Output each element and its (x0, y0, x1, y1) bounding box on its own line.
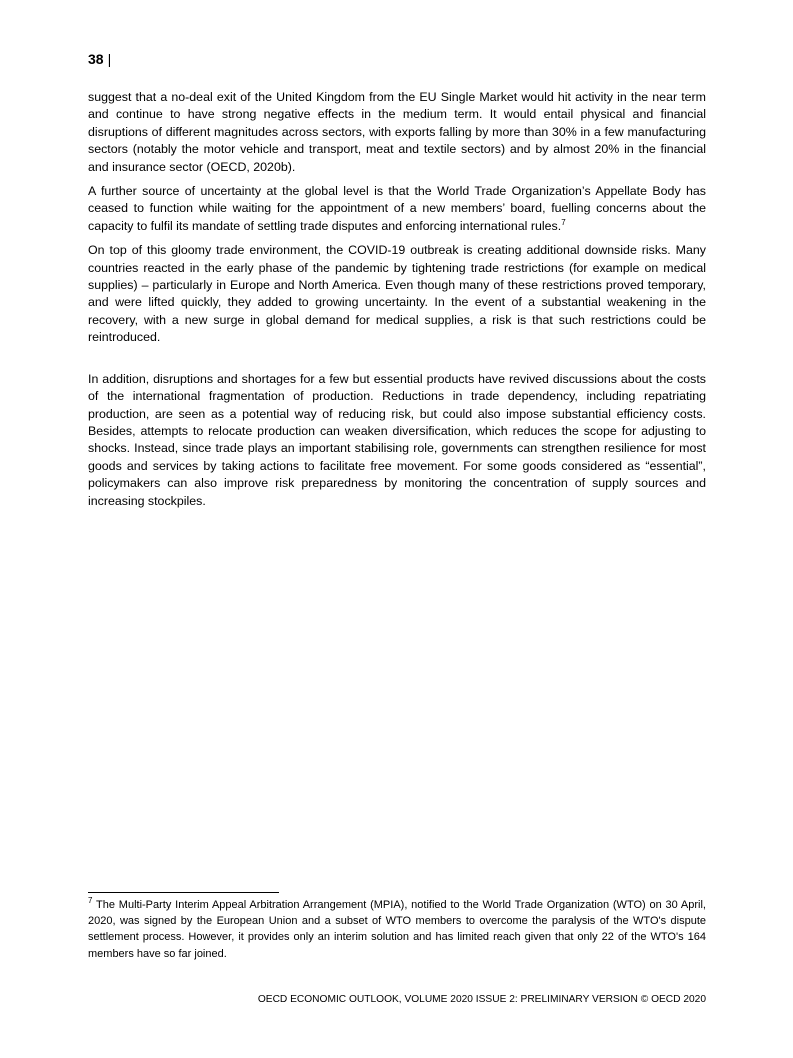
paragraph-brexit: suggest that a no-deal exit of the United Kingdom from the EU Single Market would hit activity in the near term and continue to have strong negative effects in the medium term. It would entail physical and financial disruptions of different magnitudes across sectors, with exports falling by more than 30% in a few manufacturing sectors (notably the motor vehicle and transport, meat and textile sectors) and by almost 20% in the financial and insurance sector (OECD, 2020b). (88, 90, 706, 174)
page-number-value: 38 (88, 51, 104, 67)
footnote-text: The Multi-Party Interim Appeal Arbitration Arrangement (MPIA), notified to the World Trade Organization (WTO) on 30 April, 2020, was signed by the European Union and a subset of WTO members to overcome the paralysis of the WTO's dispute settlement process. However, it provides only an interim solution and has limited reach given that only 22 of the WTO's 164 members have so far joined. (88, 899, 706, 960)
page-number (88, 51, 111, 67)
page-footer: OECD ECONOMIC OUTLOOK, VOLUME 2020 ISSUE 2: PRELIMINARY VERSION © OECD 2020 (257, 994, 706, 1005)
paragraph-supply-resilience: In addition, disruptions and shortages for a few but essential products have revived discussions about the costs of the international fragmentation of production. Reductions in trade dependency, including repatriating production, are seen as a potential way of reducing risk, but could also impose substantial efficiency costs. Besides, attempts to relocate production can weaken diversification, which reduces the scope for adjusting to shocks. Instead, since trade plays an important stabilising role, governments can strengthen resilience for most goods and services by taking actions to facilitate free movement. For some goods considered as “essential”, policymakers can also improve risk preparedness by monitoring the concentration of supply sources and increasing stockpiles. (88, 371, 706, 508)
page-number-separator: | (107, 51, 112, 67)
footnote-marker: 7 (88, 896, 93, 905)
body-text (88, 89, 706, 517)
paragraph-wto-appellate-body: A further source of uncertainty at the global level is that the World Trade Organization’s Appellate Body has ceased to function while waiting for the appointment of a new members’ board, fuelling concerns about the capacity to fulfil its mandate of settling trade disputes and enforcing international rules.$^7$ (88, 184, 706, 233)
paragraph-covid-trade: On top of this gloomy trade environment, the COVID-19 outbreak is creating additional downside risks. Many countries reacted in the early phase of the pandemic by tightening trade restrictions (for example on medical supplies) – particularly in Europe and North America. Even though many of these restrictions proved temporary, and were lifted quickly, they added to growing uncertainty. In the event of a substantial weakening in the recovery, with a new surge in global demand for medical supplies, a risk is that such restrictions could be reintroduced. (88, 243, 706, 345)
footnote (88, 897, 706, 962)
footnote-reference[interactable]: 7 (561, 217, 566, 227)
footnote-divider (88, 892, 279, 893)
